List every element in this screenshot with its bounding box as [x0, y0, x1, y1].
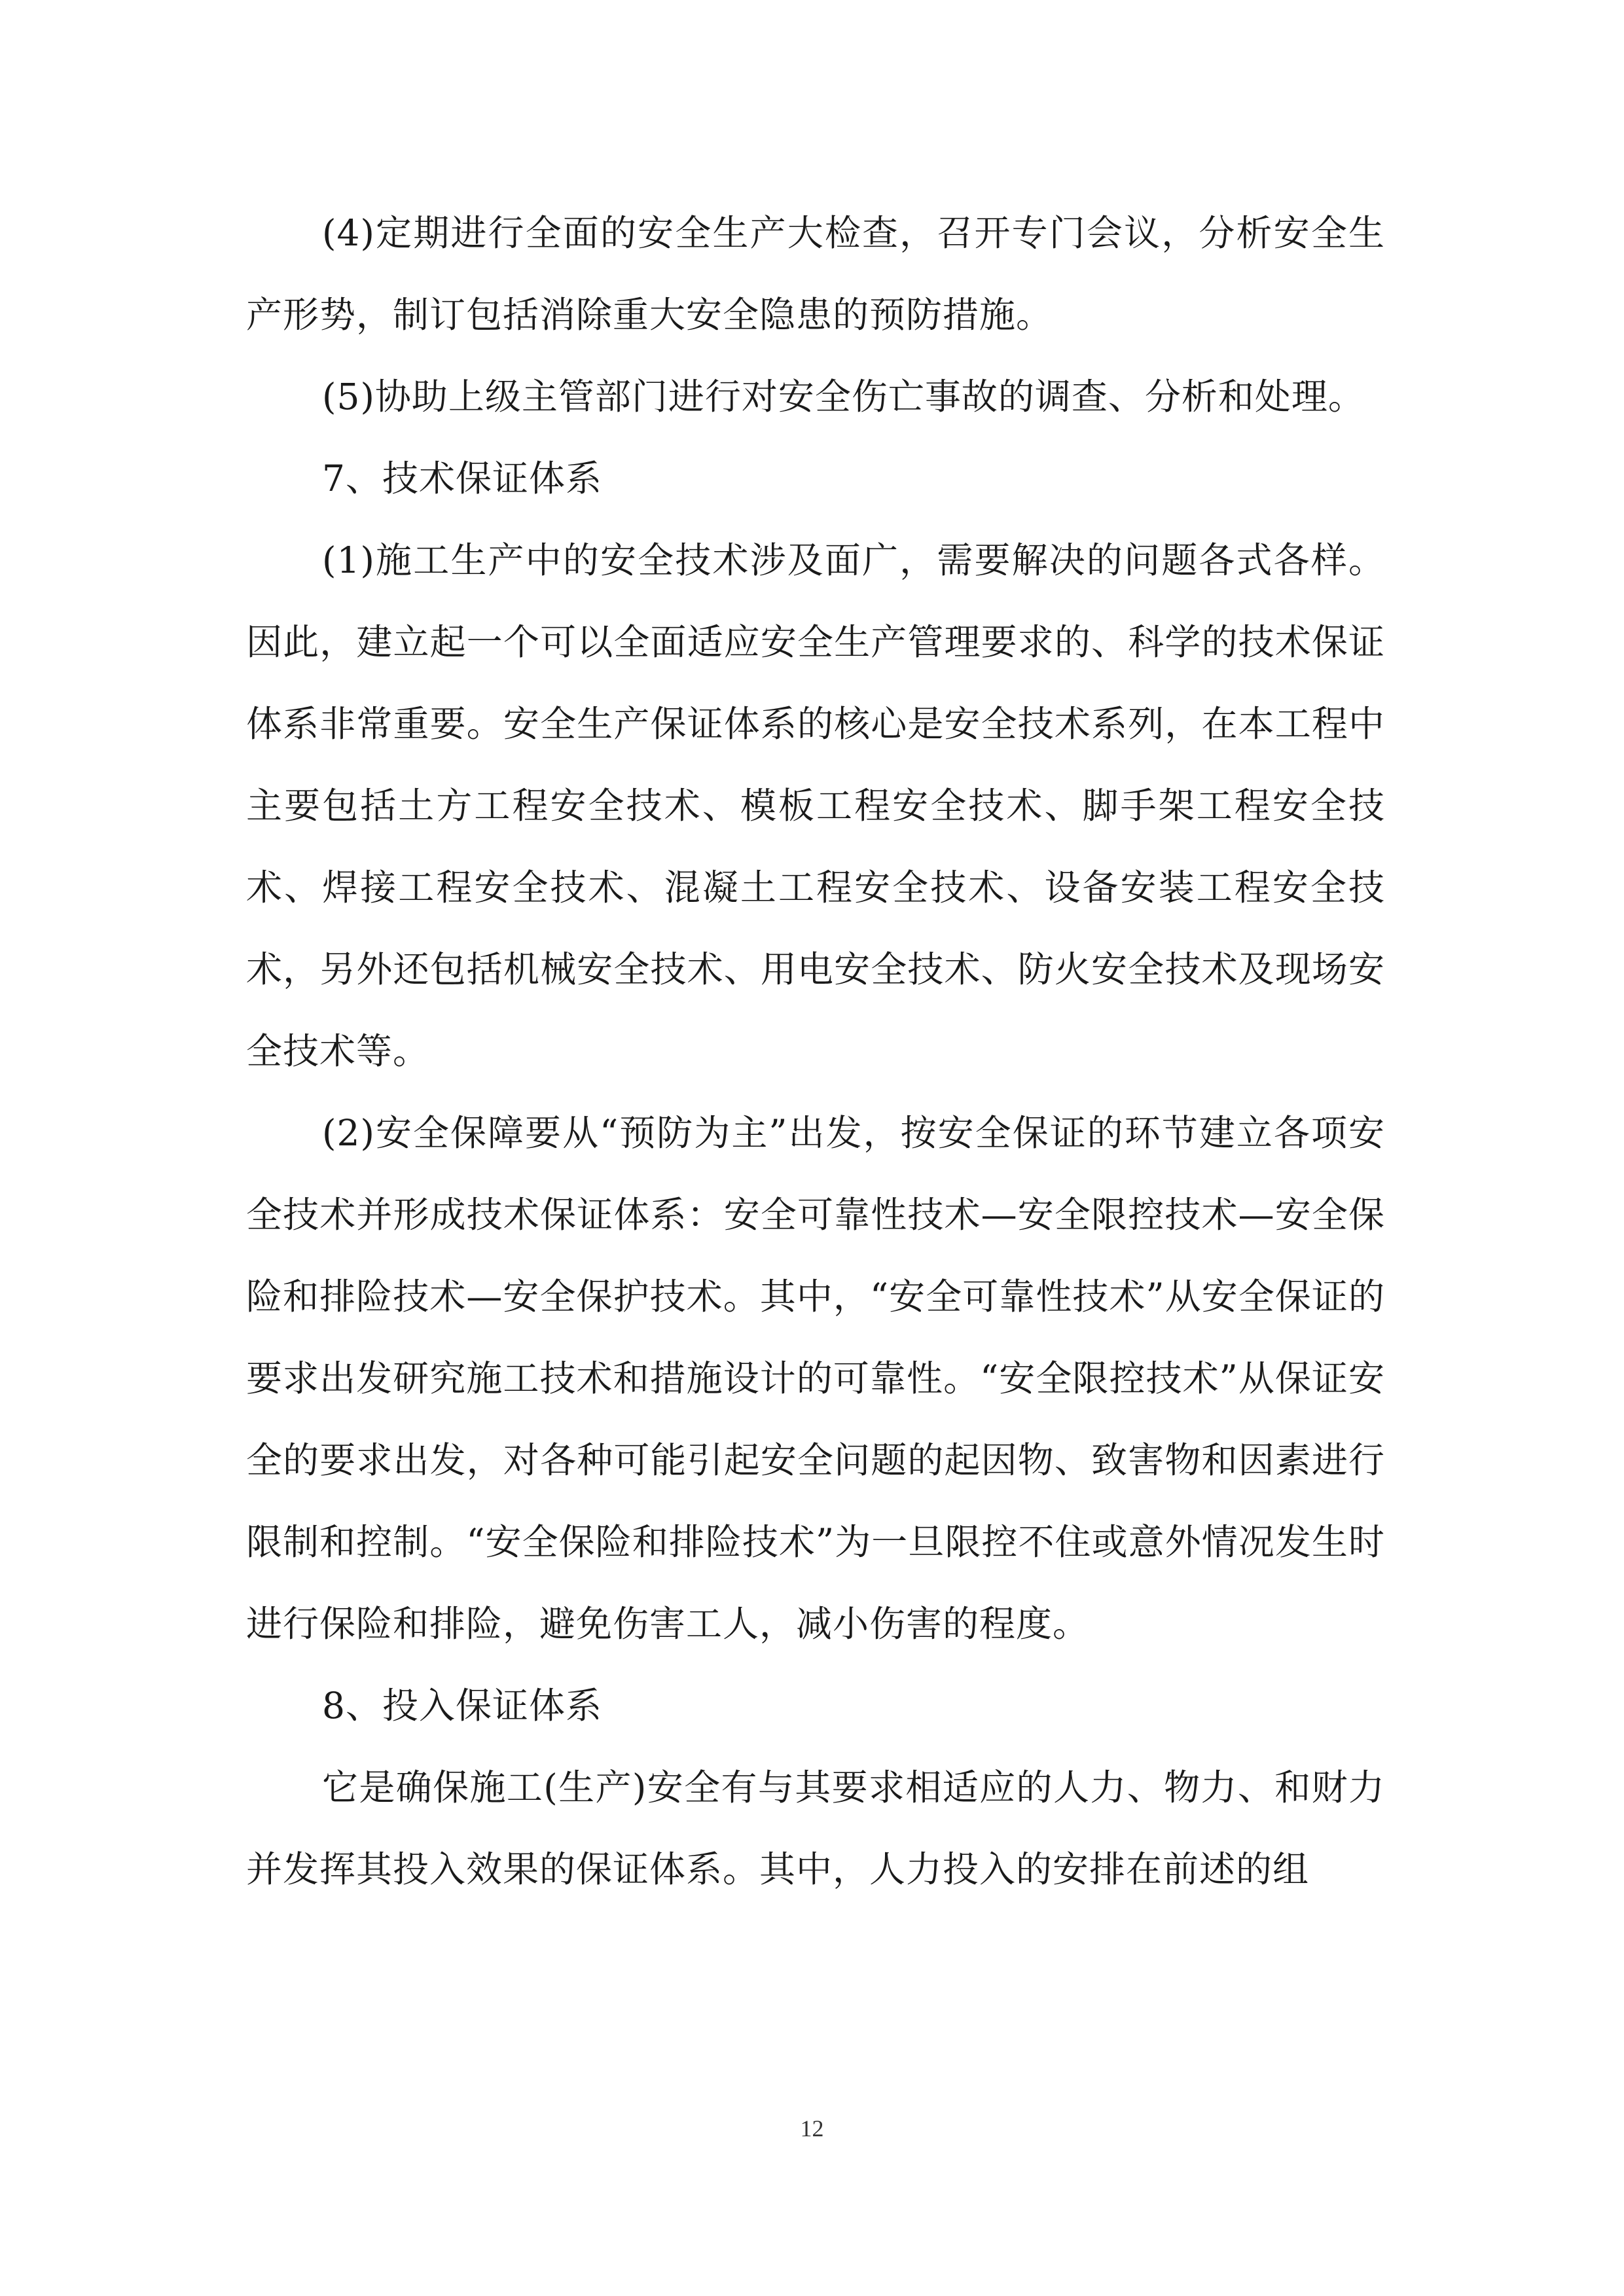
section-heading-7: 7、技术保证体系 [322, 457, 602, 499]
body-text [246, 192, 1385, 1910]
paragraph-item-5: (5)协助上级主管部门进行对安全伤亡事故的调查、分析和处理。 [322, 376, 1365, 418]
section-heading-8: 8、投入保证体系 [322, 1685, 602, 1727]
paragraph-tech-1: (1)施工生产中的安全技术涉及面广，需要解决的问题各式各样。因此，建立起一个可以全面适应安全生产管理要求的、科学的技术保证体系非常重要。安全生产保证体系的核心是安全技术系列，在本工程中主要包括土方工程安全技术、模板工程安全技术、脚手架工程安全技术、焊接工程安全技术、混凝土工程安全技术、设备安装工程安全技术，另外还包括机械安全技术、用电安全技术、防火安全技术及现场安全技术等。 [246, 539, 1385, 1072]
paragraph-item-4: (4)定期进行全面的安全生产大检查，召开专门会议，分析安全生产形势，制订包括消除重大安全隐患的预防措施。 [246, 212, 1385, 336]
paragraph-tech-2: (2)安全保障要从“预防为主”出发，按安全保证的环节建立各项安全技术并形成技术保证体系：安全可靠性技术—安全限控技术—安全保险和排险技术—安全保护技术。其中，“安全可靠性技术”从安全保证的要求出发研究施工技术和措施设计的可靠性。“安全限控技术”从保证安全的要求出发，对各种可能引起安全问题的起因物、致害物和因素进行限制和控制。“安全保险和排险技术”为一旦限控不住或意外情况发生时进行保险和排险，避免伤害工人，减小伤害的程度。 [246, 1112, 1385, 1645]
page-number: 12 [800, 2115, 824, 2142]
paragraph-investment: 它是确保施工(生产)安全有与其要求相适应的人力、物力、和财力并发挥其投入效果的保证体系。其中，人力投入的安排在前述的组 [246, 1767, 1385, 1890]
